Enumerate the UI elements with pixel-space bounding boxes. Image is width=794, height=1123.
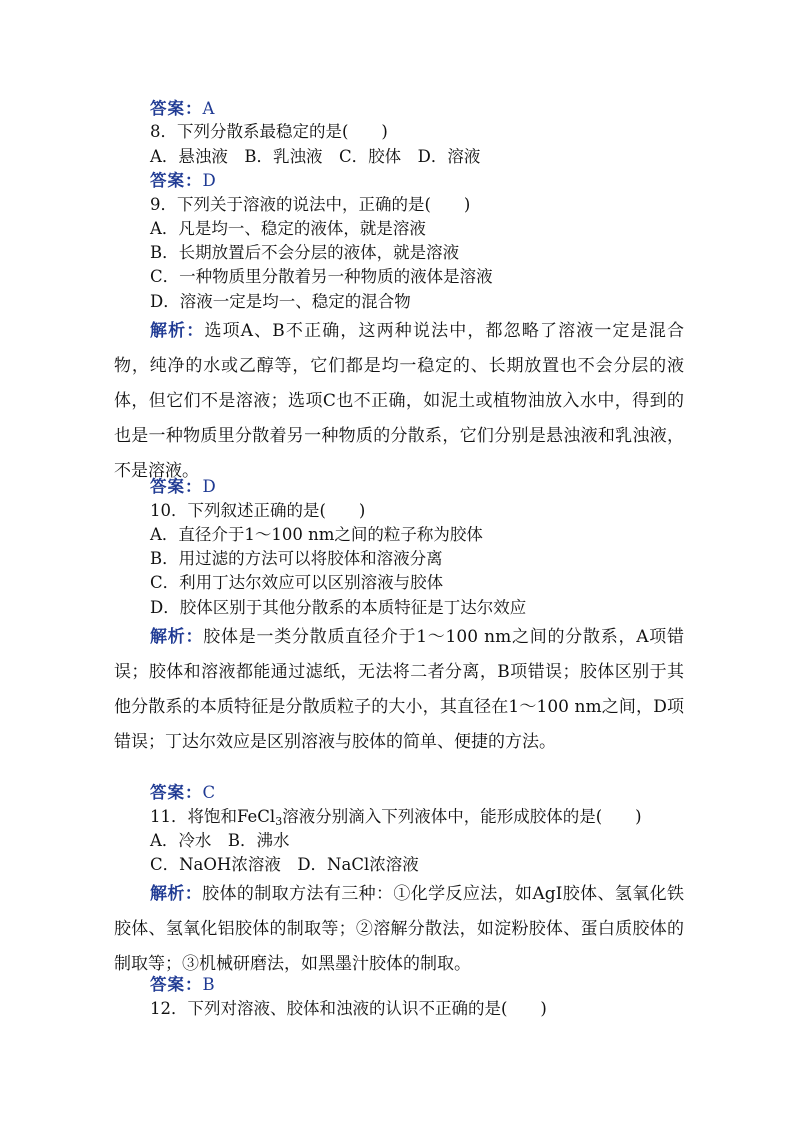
explanation-text: 选项A、B不正确，这两种说法中，都忽略了溶液一定是混合物，纯净的水或乙醇等，它们都是均一稳定的、长期放置也不会分层的液体，但它们不是溶液；选项C也不正确，如泥土或植物油放入水中，得到的也是一种物质里分散着另一种物质的分散系，它们分别是悬浊液和乳浊液，不是溶液。 xyxy=(114,321,684,481)
question-10-explanation xyxy=(114,620,684,760)
question-10-option-d: D．胶体区别于其他分散系的本质特征是丁达尔效应 xyxy=(150,598,527,617)
subscript: 3 xyxy=(275,815,283,828)
explanation-text: 胶体的制取方法有三种：①化学反应法，如AgI胶体、氢氧化铁胶体、氢氧化铝胶体的制取等；②溶解分散法，如淀粉胶体、蛋白质胶体的制取等；③机械研磨法，如黑墨汁胶体的制取。 xyxy=(114,884,685,974)
question-12-stem: 12．下列对溶液、胶体和浊液的认识不正确的是( ) xyxy=(150,999,547,1018)
answer-value: D xyxy=(202,171,216,190)
question-9-explanation xyxy=(114,314,684,489)
answer-line-q7 xyxy=(150,97,214,121)
question-10-option-b: B．用过滤的方法可以将胶体和溶液分离 xyxy=(150,549,443,568)
answer-line-q8 xyxy=(150,169,216,193)
question-11-options-cd: C．NaOH浓溶液 D．NaCl浓溶液 xyxy=(150,855,419,874)
question-9-option-d: D．溶液一定是均一、稳定的混合物 xyxy=(150,292,411,311)
stem-text-before: 11．将饱和FeCl xyxy=(150,807,276,826)
question-11-options-ab: A．冷水 B．沸水 xyxy=(150,831,290,850)
question-11-stem xyxy=(150,805,642,829)
question-9-option-c: C．一种物质里分散着另一种物质的液体是溶液 xyxy=(150,267,493,286)
answer-line-q11 xyxy=(150,973,215,997)
question-9-option-a: A．凡是均一、稳定的液体，就是溶液 xyxy=(150,219,426,238)
question-11-explanation xyxy=(114,877,684,982)
answer-label: 答案： xyxy=(150,477,203,496)
answer-value: D xyxy=(202,477,216,496)
question-10-option-c: C．利用丁达尔效应可以区别溶液与胶体 xyxy=(150,573,444,592)
explanation-label: 解析： xyxy=(150,321,205,341)
answer-label: 答案： xyxy=(150,783,203,802)
question-8-options: A．悬浊液 B．乳浊液 C．胶体 D．溶液 xyxy=(150,147,481,166)
answer-label: 答案： xyxy=(150,171,203,190)
answer-label: 答案： xyxy=(150,975,203,994)
explanation-text: 胶体是一类分散质直径介于1～100 nm之间的分散系，A项错误；胶体和溶液都能通过滤纸，无法将二者分离，B项错误；胶体区别于其他分散系的本质特征是分散质粒子的大小，其直径在1～100 nm之间，D项错误；丁达尔效应是区别溶液与胶体的简单、便捷的方法。 xyxy=(114,627,684,752)
question-9-stem: 9．下列关于溶液的说法中，正确的是( ) xyxy=(150,195,471,214)
explanation-label: 解析： xyxy=(150,884,203,904)
question-8-stem: 8．下列分散系最稳定的是( ) xyxy=(150,122,388,141)
answer-line-q10 xyxy=(150,781,215,805)
question-9-option-b: B．长期放置后不会分层的液体，就是溶液 xyxy=(150,243,460,262)
answer-value: C xyxy=(202,783,216,802)
answer-line-q9 xyxy=(150,475,216,499)
question-10-stem: 10．下列叙述正确的是( ) xyxy=(150,501,366,520)
stem-text-after: 溶液分别滴入下列液体中，能形成胶体的是( ) xyxy=(282,807,642,826)
explanation-label: 解析： xyxy=(150,627,204,647)
question-10-option-a: A．直径介于1～100 nm之间的粒子称为胶体 xyxy=(150,525,483,544)
answer-label: 答案： xyxy=(150,99,203,118)
answer-value: A xyxy=(202,99,215,118)
answer-value: B xyxy=(202,975,215,994)
